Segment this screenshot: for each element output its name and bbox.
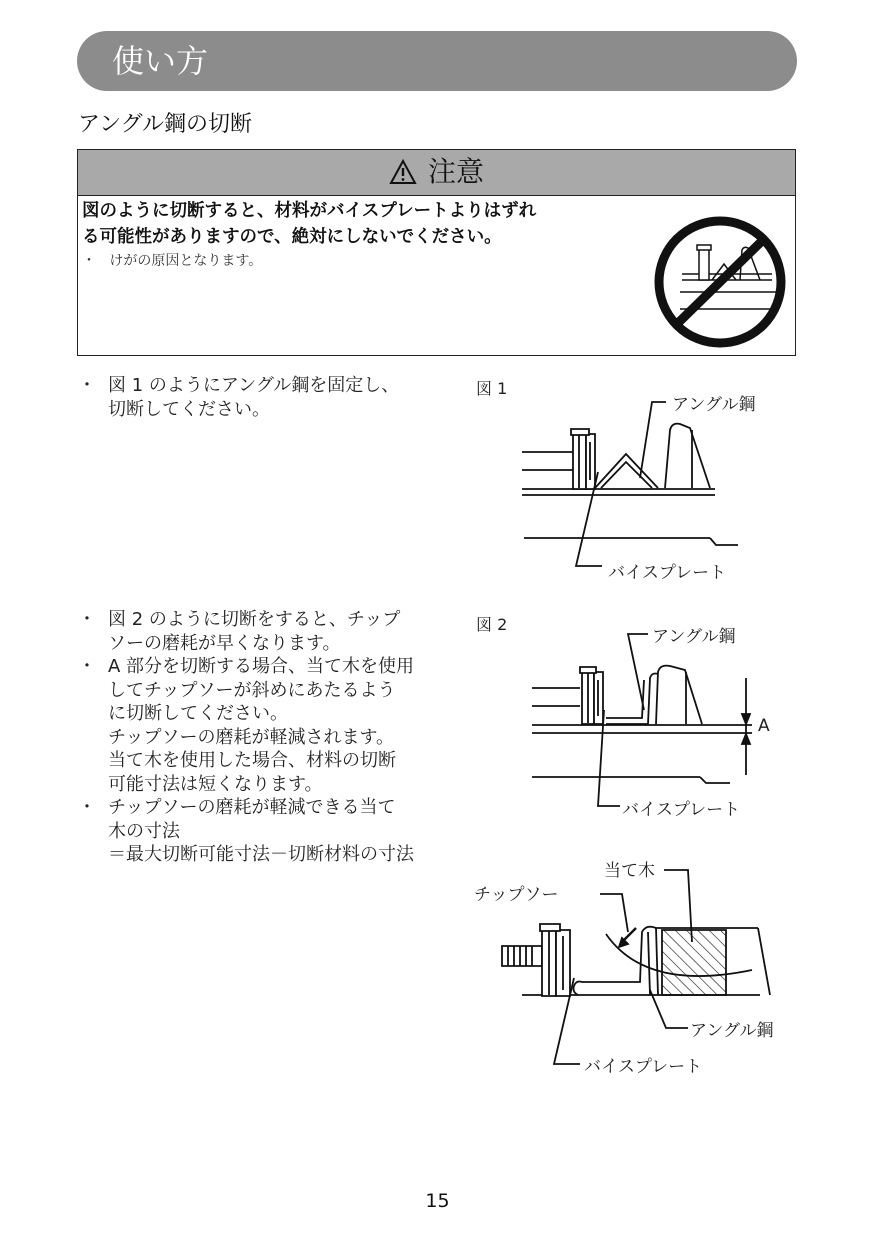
figure1-label: 図 1	[476, 379, 508, 398]
figure3-callout-angle: アングル鋼	[690, 1021, 774, 1041]
caution-heading	[78, 150, 795, 196]
block2-line: してチップソーが斜めにあたるよう	[108, 679, 396, 701]
block2-line: ＝最大切断可能寸法－切断材料の寸法	[108, 844, 414, 865]
figure3-callout-saw: チップソー	[474, 885, 559, 905]
block2-line: 図 2 のように切断をすると、チップ	[108, 609, 401, 630]
block2-line: 木の寸法	[108, 820, 180, 842]
caution-line-2: る可能性がありますので、絶対にしないでください。	[82, 227, 502, 247]
caution-line-1: 図のように切断すると、材料がバイスプレートよりはずれ	[82, 201, 537, 221]
block2-line: チップソーの磨耗が軽減されます。	[108, 726, 395, 748]
header-bar	[77, 31, 797, 91]
caution-box	[77, 149, 796, 356]
caution-heading-text: 注意	[428, 155, 485, 188]
block2-bullet-3: ・	[78, 797, 96, 818]
figure1-callout-angle: アングル鋼	[672, 395, 756, 415]
block2-line: チップソーの磨耗が軽減できる当て	[108, 797, 396, 818]
figure3-callout-block: 当て木	[604, 861, 655, 881]
block1-text	[78, 374, 458, 426]
block2-bullet-1: ・	[78, 609, 96, 630]
figure2-callout-a: A	[758, 716, 770, 736]
block1-line-2: 切断してください。	[108, 399, 270, 420]
figure2-diagram	[480, 610, 800, 820]
section-title: アングル鋼の切断	[78, 112, 253, 137]
block2-line: ソーの磨耗が早くなります。	[108, 632, 341, 654]
block1-line-1: 図 1 のようにアングル鋼を固定し、	[108, 375, 400, 396]
figure2-label: 図 2	[476, 615, 508, 634]
page-number: 15	[425, 1190, 450, 1212]
block2-text	[78, 608, 468, 880]
caution-text	[82, 198, 642, 250]
warning-triangle-icon	[389, 159, 417, 185]
prohibited-cut-icon	[652, 212, 792, 352]
block2-line: に切断してください。	[108, 703, 288, 724]
block2-line: 可能寸法は短くなります。	[108, 773, 323, 795]
block2-line: 当て木を使用した場合、材料の切断	[108, 750, 396, 771]
figure3-callout-vise: バイスプレート	[584, 1057, 703, 1077]
caution-note-bullet: ・	[82, 253, 96, 269]
block1-bullet: ・	[78, 375, 96, 396]
figure2-callout-vise: バイスプレート	[622, 800, 741, 820]
figure2-callout-angle: アングル鋼	[652, 627, 736, 647]
figure1-callout-vise: バイスプレート	[608, 563, 727, 583]
page-title: 使い方	[112, 42, 209, 80]
caution-note-text: けがの原因となります。	[109, 253, 263, 269]
block2-line: A 部分を切断する場合、当て木を使用	[108, 656, 415, 677]
block2-bullet-2: ・	[78, 656, 96, 677]
caution-note	[82, 251, 262, 271]
